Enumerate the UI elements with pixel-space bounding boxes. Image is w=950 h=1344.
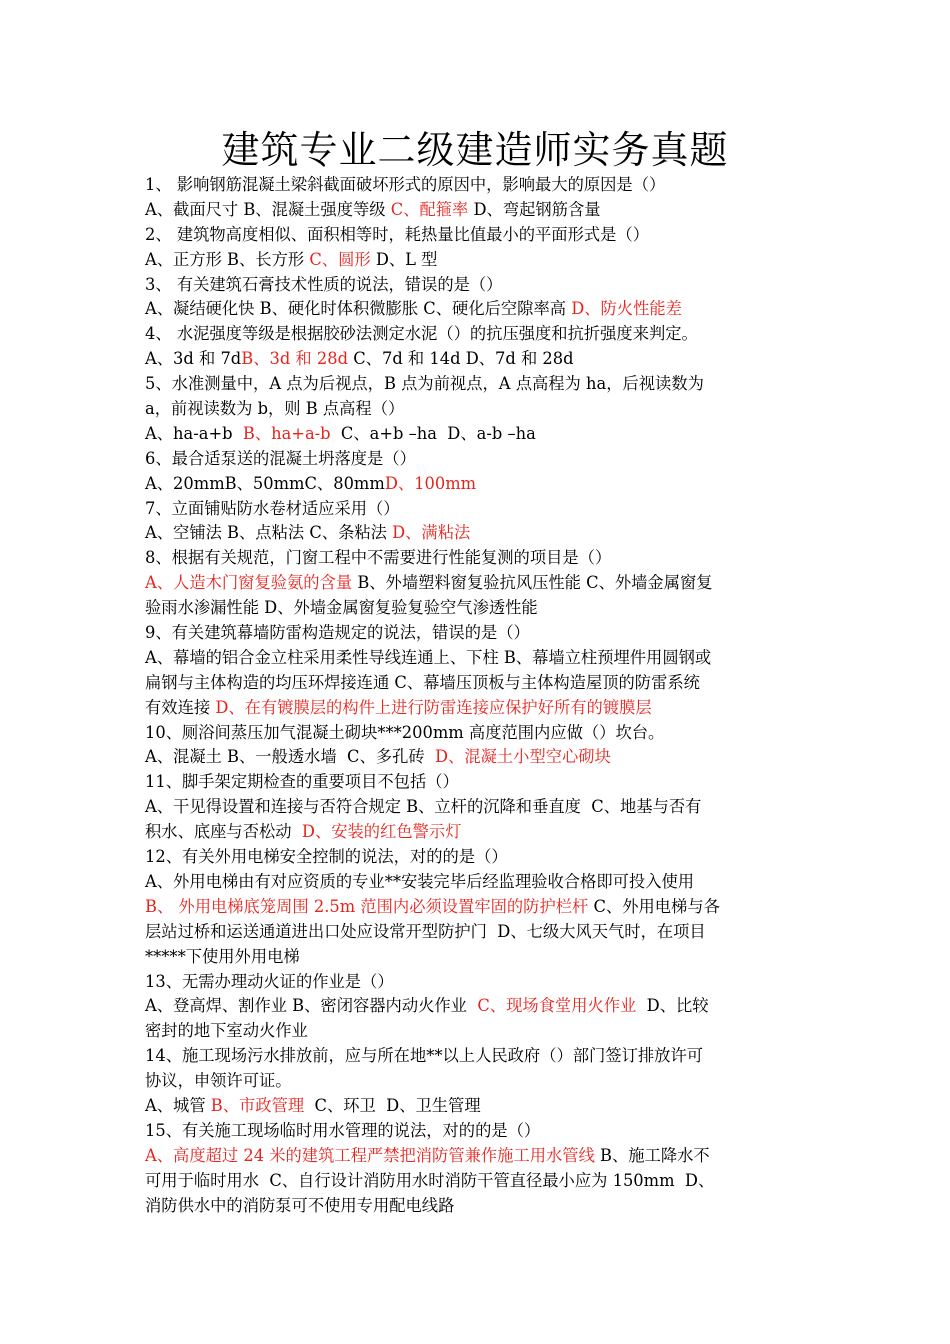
- answer-highlight: D、100mm: [384, 473, 477, 493]
- text-segment: D、L 型: [370, 249, 438, 269]
- text-segment: 10、厕浴间蒸压加气混凝土砌块***200mm 高度范围内应做（）坎台。: [145, 722, 665, 742]
- text-segment: A、截面尺寸 B、混凝土强度等级: [145, 199, 391, 219]
- text-line: [145, 696, 810, 721]
- text-line: [145, 347, 810, 372]
- text-segment: 12、有关外用电梯安全控制的说法，对的的是（）: [145, 847, 508, 867]
- text-segment: A、3d 和 7d: [145, 349, 242, 369]
- text-segment: 验雨水渗漏性能 D、外墙金属窗复验复验空气渗透性能: [145, 598, 538, 618]
- text-segment: *****下使用外用电梯: [145, 946, 300, 966]
- text-segment: D、比较: [636, 996, 709, 1016]
- text-segment: C、外用电梯与各: [588, 896, 720, 916]
- text-line: [145, 472, 810, 497]
- text-segment: 11、脚手架定期检查的重要项目不包括（）: [145, 772, 459, 792]
- text-line: [145, 845, 810, 870]
- text-segment: A、幕墙的铝合金立柱采用柔性导线连通上、下柱 B、幕墙立柱预埋件用圆钢或: [145, 647, 712, 667]
- answer-highlight: C、现场食堂用火作业: [477, 996, 637, 1016]
- answer-highlight: D、防火性能差: [571, 299, 682, 319]
- text-line: [145, 1094, 810, 1119]
- text-segment: A、城管: [145, 1095, 211, 1115]
- text-line: [145, 745, 810, 770]
- text-line: [145, 895, 810, 920]
- answer-highlight: A、高度超过 24 米的建筑工程严禁把消防管兼作施工用水管线: [145, 1145, 595, 1165]
- answer-highlight: B、ha+a-b: [242, 423, 331, 443]
- text-line: [145, 497, 810, 522]
- text-line: [145, 273, 810, 298]
- text-line: [145, 397, 810, 422]
- text-line: [145, 297, 810, 322]
- text-line: [145, 1019, 810, 1044]
- text-line: [145, 945, 810, 970]
- text-line: [145, 994, 810, 1019]
- text-line: [145, 1044, 810, 1069]
- text-segment: 8、根据有关规范，门窗工程中不需要进行性能复测的项目是（）: [145, 548, 612, 568]
- text-line: [145, 596, 810, 621]
- text-segment: C、环卫 D、卫生管理: [304, 1095, 481, 1115]
- text-segment: 2、 建筑物高度相似、面积相等时，耗热量比值最小的平面形式是（）: [145, 224, 649, 244]
- answer-highlight: D、满粘法: [392, 523, 471, 543]
- answer-highlight: C、配箍率: [390, 199, 469, 219]
- text-segment: A、ha-a+b: [145, 423, 243, 443]
- text-line: [145, 198, 810, 223]
- page-title: 建筑专业二级建造师实务真题: [221, 128, 729, 172]
- answer-highlight: B、3d 和 28d: [241, 349, 349, 369]
- text-line: [145, 721, 810, 746]
- text-segment: A、凝结硬化快 B、硬化时体积微膨胀 C、硬化后空隙率高: [145, 299, 572, 319]
- text-line: [145, 671, 810, 696]
- text-line: [145, 571, 810, 596]
- text-segment: D、弯起钢筋含量: [468, 199, 601, 219]
- text-line: [145, 770, 810, 795]
- text-segment: 消防供水中的消防泵可不使用专用配电线路: [145, 1195, 455, 1215]
- text-line: [145, 372, 810, 397]
- answer-highlight: B、市政管理: [210, 1095, 305, 1115]
- text-segment: 14、施工现场污水排放前，应与所在地**以上人民政府（）部门签订排放许可: [145, 1046, 704, 1066]
- text-segment: 6、最合适泵送的混凝土坍落度是（）: [145, 448, 416, 468]
- text-line: [145, 920, 810, 945]
- text-line: [145, 322, 810, 347]
- text-segment: 层站过桥和运送通道进出口处应设常开型防护门 D、七级大风天气时，在项目: [145, 921, 706, 941]
- text-line: [145, 820, 810, 845]
- text-line: [145, 1069, 810, 1094]
- answer-highlight: D、在有镀膜层的构件上进行防雷连接应保护好所有的镀膜层: [215, 697, 652, 717]
- document-body: [145, 173, 810, 1218]
- text-line: [145, 248, 810, 273]
- answer-highlight: A、人造木门窗复验氨的含量: [145, 573, 353, 593]
- text-segment: 可用于临时用水 C、自行设计消防用水时消防干管直径最小应为 150mm D、: [145, 1170, 715, 1190]
- text-line: [145, 1144, 810, 1169]
- text-segment: 7、立面铺贴防水卷材适应采用（）: [145, 498, 400, 518]
- text-line: [145, 447, 810, 472]
- text-line: [145, 1169, 810, 1194]
- text-line: [145, 223, 810, 248]
- text-segment: 9、有关建筑幕墙防雷构造规定的说法，错误的是（）: [145, 623, 530, 643]
- text-segment: 3、 有关建筑石膏技术性质的说法，错误的是（）: [145, 274, 503, 294]
- text-line: [145, 795, 810, 820]
- text-segment: 密封的地下室动火作业: [145, 1021, 308, 1041]
- text-line: [145, 870, 810, 895]
- text-line: [145, 173, 810, 198]
- text-line: [145, 621, 810, 646]
- text-segment: 有效连接: [145, 697, 216, 717]
- text-line: [145, 546, 810, 571]
- text-line: [145, 521, 810, 546]
- text-segment: B、外墙塑料窗复验抗风压性能 C、外墙金属窗复: [352, 573, 713, 593]
- text-segment: A、登高焊、割作业 B、密闭容器内动火作业: [145, 996, 478, 1016]
- text-segment: 13、无需办理动火证的作业是（）: [145, 971, 394, 991]
- answer-highlight: C、圆形: [309, 249, 371, 269]
- text-segment: 协议，申领许可证。: [145, 1071, 292, 1091]
- text-segment: 15、有关施工现场临时用水管理的说法，对的的是（）: [145, 1120, 541, 1140]
- text-segment: A、干见得设置和连接与否符合规定 B、立杆的沉降和垂直度 C、地基与否有: [145, 797, 702, 817]
- text-segment: A、20mmB、50mmC、80mm: [145, 473, 385, 493]
- text-segment: C、a+b –ha D、a-b –ha: [330, 423, 536, 443]
- answer-highlight: B、 外用电梯底笼周围 2.5m 范围内必须设置牢固的防护栏杆: [145, 896, 589, 916]
- text-segment: A、混凝土 B、一般透水墙 C、多孔砖: [145, 747, 435, 767]
- text-segment: A、外用电梯由有对应资质的专业**安装完毕后经监理验收合格即可投入使用: [145, 871, 695, 891]
- text-segment: C、7d 和 14d D、7d 和 28d: [348, 349, 574, 369]
- text-segment: A、空铺法 B、点粘法 C、条粘法: [145, 523, 393, 543]
- text-line: [145, 1194, 810, 1219]
- text-segment: 4、 水泥强度等级是根据胶砂法测定水泥（）的抗压强度和抗折强度来判定。: [145, 324, 698, 344]
- text-line: [145, 422, 810, 447]
- text-segment: B、施工降水不: [594, 1145, 710, 1165]
- text-segment: 扁钢与主体构造的均压环焊接连通 C、幕墙压顶板与主体构造屋顶的防雷系统: [145, 672, 700, 692]
- text-line: [145, 646, 810, 671]
- text-segment: 积水、底座与否松动: [145, 822, 302, 842]
- answer-highlight: D、安装的红色警示灯: [301, 822, 462, 842]
- text-segment: a，前视读数为 b，则 B 点高程（）: [145, 399, 405, 419]
- text-line: [145, 970, 810, 995]
- text-segment: A、正方形 B、长方形: [145, 249, 310, 269]
- text-line: [145, 1119, 810, 1144]
- text-segment: 1、 影响钢筋混凝土梁斜截面破坏形式的原因中，影响最大的原因是（）: [145, 175, 666, 194]
- text-segment: 5、水准测量中，A 点为后视点，B 点为前视点，A 点高程为 ha，后视读数为: [145, 374, 704, 394]
- answer-highlight: D、混凝土小型空心砌块: [435, 747, 611, 767]
